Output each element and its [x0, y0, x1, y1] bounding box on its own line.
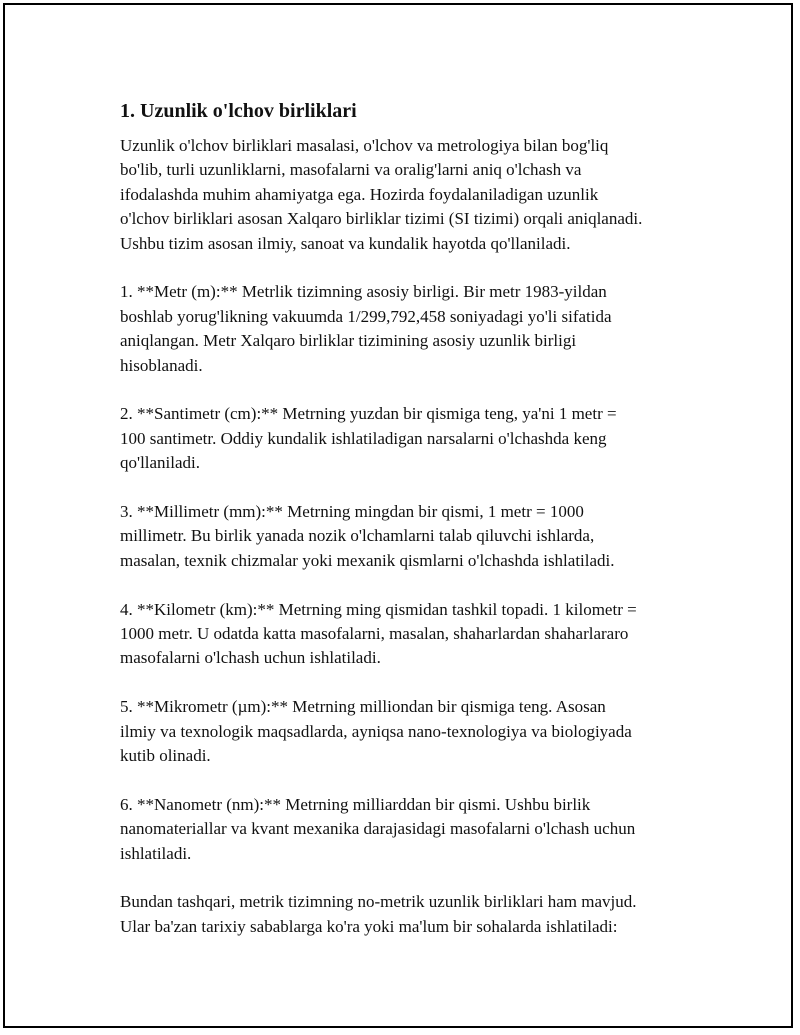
paragraph [120, 134, 700, 256]
text-line: Bundan tashqari, metrik tizimning no-metrik uzunlik birliklari ham mavjud. [120, 892, 637, 912]
text-line: Ushbu tizim asosan ilmiy, sanoat va kundalik hayotda qo'llaniladi. [120, 233, 571, 253]
text-line: ishlatiladi. [120, 843, 192, 863]
text-line: 1000 metr. U odatda katta masofalarni, masalan, shaharlardan shaharlararo [120, 624, 629, 644]
text-line: 6. **Nanometr (nm):** Metrning milliarddan bir qismi. Ushbu birlik [120, 794, 591, 814]
text-line: qo'llaniladi. [120, 453, 201, 473]
paragraph [120, 500, 700, 573]
page-frame [3, 3, 793, 1028]
paragraph-list [120, 134, 700, 939]
text-line: masalan, texnik chizmalar yoki mexanik qismlarni o'lchashda ishlatiladi. [120, 550, 615, 570]
text-line: masofalarni o'lchash uchun ishlatiladi. [120, 648, 381, 668]
paragraph [120, 793, 700, 866]
text-line: Ular ba'zan tarixiy sabablarga ko'ra yoki ma'lum bir sohalarda ishlatiladi: [120, 916, 618, 936]
paragraph [120, 402, 700, 475]
text-line: millimetr. Bu birlik yanada nozik o'lchamlarni talab qiluvchi ishlarda, [120, 526, 595, 546]
document-body [120, 98, 700, 964]
text-line: hisoblanadi. [120, 355, 203, 375]
text-line: 4. **Kilometr (km):** Metrning ming qismidan tashkil topadi. 1 kilometr = [120, 599, 637, 619]
paragraph [120, 695, 700, 768]
paragraph [120, 598, 700, 671]
text-line: aniqlangan. Metr Xalqaro birliklar tizimining asosiy uzunlik birligi [120, 331, 577, 351]
text-line: 3. **Millimetr (mm):** Metrning mingdan bir qismi, 1 metr = 1000 [120, 502, 584, 522]
text-line: nanomateriallar va kvant mexanika darajasidagi masofalarni o'lchash uchun [120, 819, 636, 839]
text-line: Uzunlik o'lchov birliklari masalasi, o'lchov va metrologiya bilan bog'liq [120, 136, 609, 155]
paragraph [120, 280, 700, 378]
text-line: bo'lib, turli uzunliklarni, masofalarni va oralig'larni aniq o'lchash va [120, 160, 582, 180]
section-heading: 1. Uzunlik o'lchov birliklari [120, 100, 357, 122]
paragraph [120, 890, 700, 939]
text-line: o'lchov birliklari asosan Xalqaro birliklar tizimi (SI tizimi) orqali aniqlanadi. [120, 209, 643, 229]
text-line: ilmiy va texnologik maqsadlarda, ayniqsa nano-texnologiya va biologiyada [120, 721, 632, 741]
text-line: 5. **Mikrometr (µm):** Metrning milliondan bir qismiga teng. Asosan [120, 697, 606, 717]
text-line: 100 santimetr. Oddiy kundalik ishlatiladigan narsalarni o'lchashda keng [120, 428, 607, 448]
text-line: boshlab yorug'likning vakuumda 1/299,792,458 soniyadagi yo'li sifatida [120, 306, 612, 326]
text-line: kutib olinadi. [120, 746, 211, 766]
text-line: ifodalashda muhim ahamiyatga ega. Hozirda foydalaniladigan uzunlik [120, 184, 599, 204]
text-line: 2. **Santimetr (cm):** Metrning yuzdan bir qismiga teng, ya'ni 1 metr = [120, 404, 617, 424]
text-line: 1. **Metr (m):** Metrlik tizimning asosiy birligi. Bir metr 1983-yildan [120, 282, 607, 302]
